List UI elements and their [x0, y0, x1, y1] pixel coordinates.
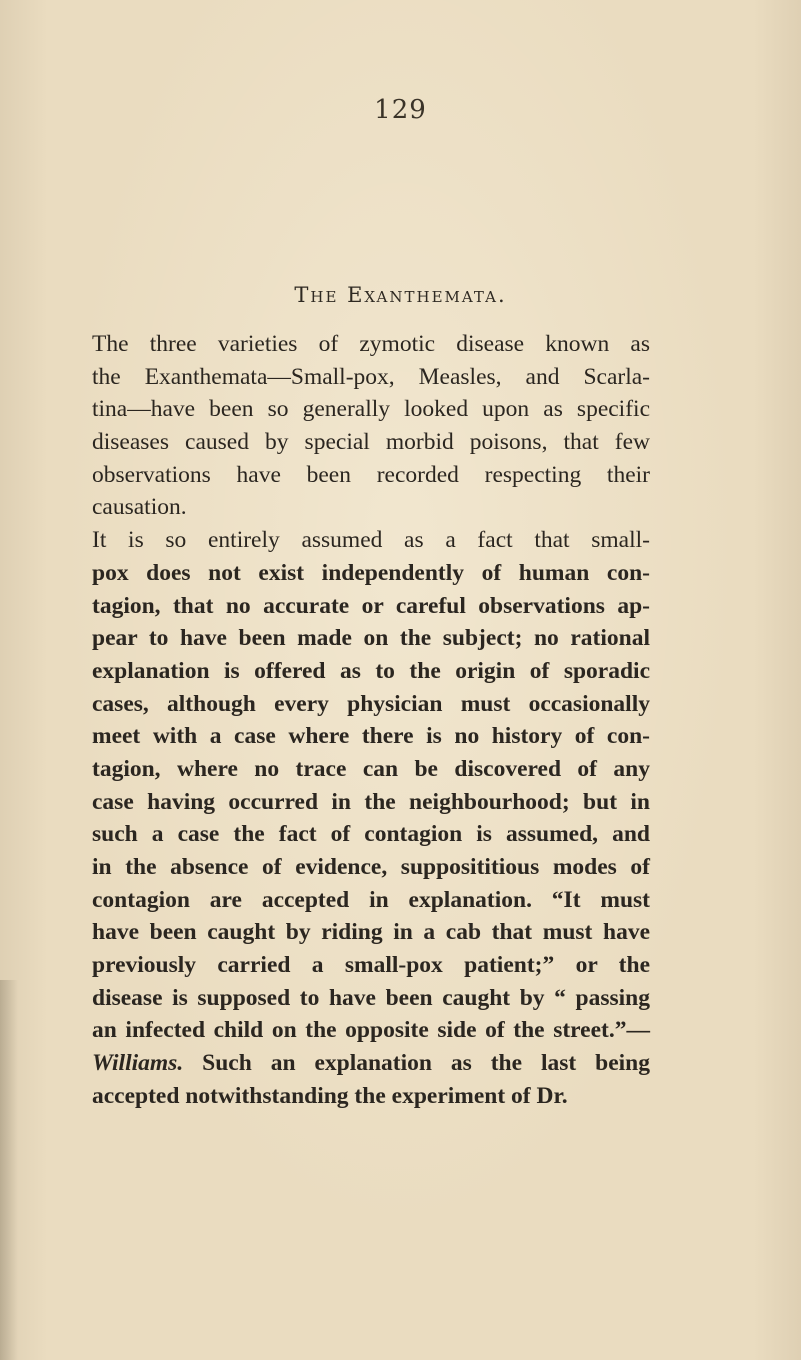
section-title: The Exanthemata. — [294, 283, 507, 307]
text-line: pear to have been made on the subject; no rational — [92, 625, 650, 652]
text-line: an infected child on the opposite side of the street.”— — [92, 1017, 650, 1044]
text-line: contagion are accepted in explanation. “It must — [92, 886, 650, 913]
citation-author: Williams. — [92, 1050, 184, 1077]
text-line: the Exanthemata—Small-pox, Measles, and Scarla- — [92, 363, 650, 390]
text-line: disease is supposed to have been caught by “ passing — [92, 984, 650, 1011]
text-line: meet with a case where there is no history of con- — [92, 723, 650, 750]
text-line: have been caught by riding in a cab that must have — [92, 919, 650, 946]
text-line: explanation is offered as to the origin of sporadic — [92, 657, 650, 684]
text-fragment: Such an explanation as the last being — [202, 1050, 650, 1077]
text-line: case having occurred in the neighbourhood; but in — [92, 788, 650, 815]
text-line: accepted notwithstanding the experiment of Dr. — [92, 1082, 568, 1109]
text-line: in the absence of evidence, supposititious modes of — [92, 854, 650, 880]
text-line: It is so entirely assumed as a fact that small- — [92, 527, 650, 554]
text-line-with-citation — [92, 1047, 650, 1080]
text-line: previously carried a small-pox patient;” or the — [92, 952, 650, 979]
text-line: observations have been recorded respecting their — [92, 461, 650, 488]
text-line: tina—have been so generally looked upon as specific — [92, 396, 650, 423]
body-text — [92, 328, 650, 1113]
text-line: The three varieties of zymotic disease known as — [92, 331, 650, 357]
text-line: causation. — [92, 494, 187, 521]
text-line: tagion, that no accurate or careful observations ap- — [92, 592, 650, 619]
text-line: diseases caused by special morbid poisons, that few — [92, 429, 650, 456]
text-line: such a case the fact of contagion is assumed, and — [92, 821, 650, 848]
text-line: tagion, where no trace can be discovered of any — [92, 755, 650, 782]
text-line: cases, although every physician must occasionally — [92, 690, 650, 717]
text-line: pox does not exist independently of human con- — [92, 559, 650, 586]
page-number: 129 — [374, 95, 427, 125]
page-edge-shadow — [0, 980, 18, 1360]
